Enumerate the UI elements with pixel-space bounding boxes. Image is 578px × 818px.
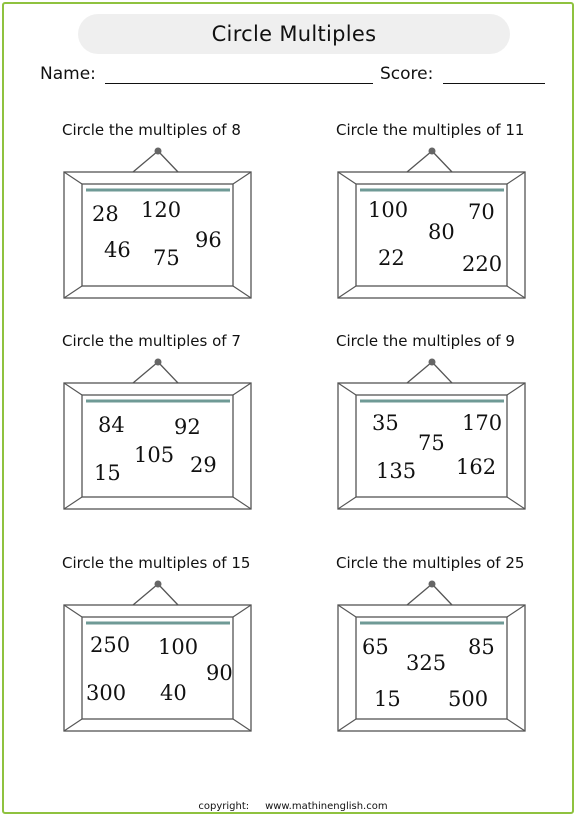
worksheet-page [2,2,574,814]
exercise-5-number[interactable]: 250 [90,633,131,657]
exercise-3-number[interactable]: 15 [94,461,121,485]
exercise-3-number[interactable]: 105 [134,443,175,467]
exercise-6-number[interactable]: 500 [448,687,489,711]
exercise-4-number[interactable]: 135 [376,459,417,483]
exercise-2-number[interactable]: 80 [428,220,455,244]
exercise-6-number[interactable]: 15 [374,687,401,711]
name-label: Name: [40,64,96,84]
exercise-2-number[interactable]: 70 [468,200,495,224]
exercise-4-number[interactable]: 35 [372,411,399,435]
name-line[interactable] [105,67,373,84]
exercise-3-frame [60,357,252,487]
exercise-4-instruction: Circle the multiples of 9 [336,332,515,350]
exercise-2-instruction: Circle the multiples of 11 [336,121,525,139]
exercise-1-instruction: Circle the multiples of 8 [62,121,241,139]
picture-frame-icon [60,579,252,731]
exercise-5-frame [60,579,252,709]
exercise-5-number[interactable]: 100 [158,635,199,659]
site-link[interactable]: www.mathinenglish.com [265,801,388,812]
exercise-6-number[interactable]: 65 [362,635,389,659]
exercise-6-number[interactable]: 85 [468,635,495,659]
exercise-5-number[interactable]: 90 [206,661,233,685]
exercise-6-number[interactable]: 325 [406,651,447,675]
exercise-1-number[interactable]: 96 [195,228,222,252]
exercise-6-frame [334,579,526,709]
exercise-3-number[interactable]: 92 [174,415,201,439]
exercise-1-number[interactable]: 46 [104,238,131,262]
exercise-1-number[interactable]: 75 [153,246,180,270]
exercise-5-number[interactable]: 40 [160,681,187,705]
exercise-1-frame [60,146,252,276]
picture-frame-icon [60,146,252,298]
exercise-4-number[interactable]: 162 [456,455,497,479]
exercise-1-number[interactable]: 28 [92,202,119,226]
copyright-label: copyright: [198,801,250,812]
exercise-3-number[interactable]: 29 [190,453,217,477]
score-line[interactable] [443,67,545,84]
exercise-3-number[interactable]: 84 [98,413,125,437]
exercise-4-frame [334,357,526,487]
exercise-2-number[interactable]: 220 [462,252,503,276]
exercise-2-number[interactable]: 22 [378,246,405,270]
worksheet-title: Circle Multiples [78,14,510,54]
exercise-5-instruction: Circle the multiples of 15 [62,554,251,572]
name-field[interactable] [40,64,373,84]
exercise-2-number[interactable]: 100 [368,198,409,222]
exercise-2-frame [334,146,526,276]
exercise-6-instruction: Circle the multiples of 25 [336,554,525,572]
exercise-3-instruction: Circle the multiples of 7 [62,332,241,350]
score-label: Score: [380,64,434,84]
footer [4,801,578,812]
exercise-4-number[interactable]: 170 [462,411,503,435]
exercise-4-number[interactable]: 75 [418,431,445,455]
score-field[interactable] [380,64,545,84]
picture-frame-icon [60,357,252,509]
exercise-5-number[interactable]: 300 [86,681,127,705]
exercise-1-number[interactable]: 120 [141,198,182,222]
